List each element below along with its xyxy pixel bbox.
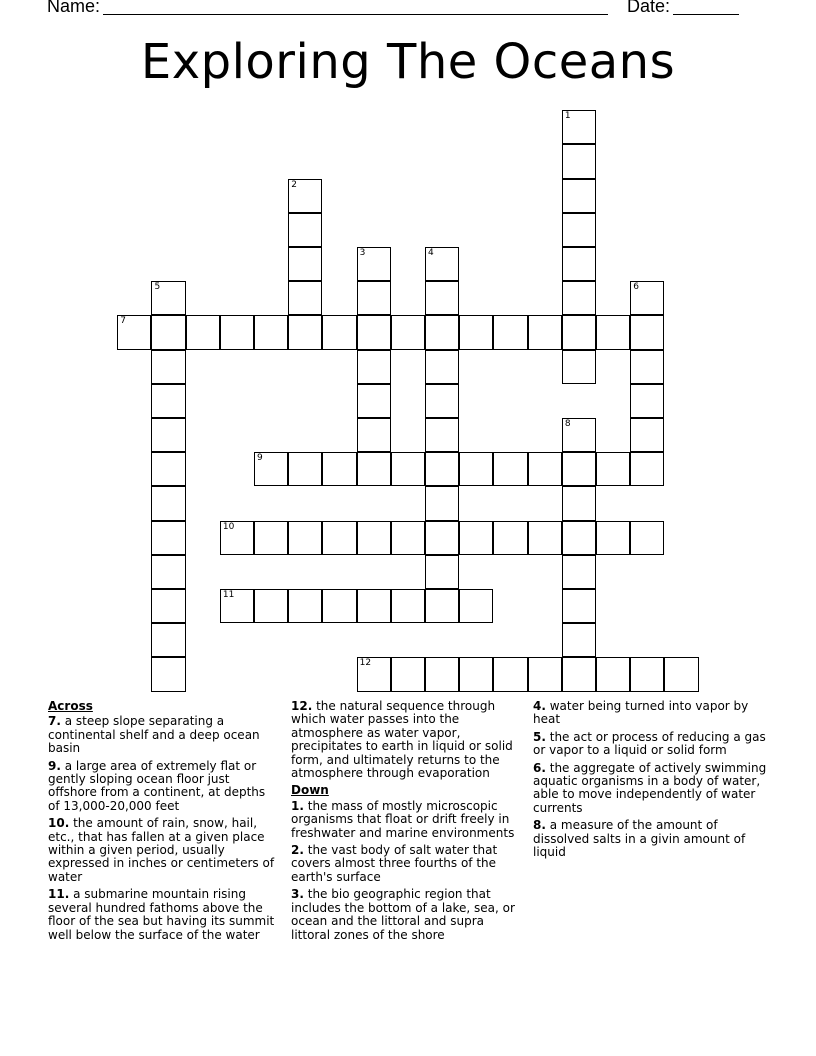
grid-cell[interactable]	[664, 657, 698, 691]
grid-cell[interactable]	[357, 350, 391, 384]
grid-cell[interactable]	[357, 247, 391, 281]
grid-cell[interactable]	[630, 418, 664, 452]
grid-cell[interactable]	[357, 521, 391, 555]
clue-down-3: 3. the bio geographic region that includes the bottom of a lake, sea, or ocean and the littoral and supra littoral zones of the shore	[291, 887, 515, 942]
clues-column-1	[48, 700, 280, 946]
grid-cell[interactable]	[151, 623, 185, 657]
grid-cell[interactable]	[151, 486, 185, 520]
grid-cell[interactable]	[151, 452, 185, 486]
grid-cell[interactable]	[220, 315, 254, 349]
grid-cell[interactable]	[220, 521, 254, 555]
grid-cell[interactable]	[288, 179, 322, 213]
grid-cell[interactable]	[322, 315, 356, 349]
grid-cell[interactable]	[357, 384, 391, 418]
grid-cell[interactable]	[459, 657, 493, 691]
clue-number: 9	[257, 453, 263, 464]
clue-number: 5	[154, 282, 161, 293]
grid-cell[interactable]	[562, 281, 596, 315]
grid-cell[interactable]	[562, 315, 596, 349]
grid-cell[interactable]	[493, 657, 527, 691]
grid-cell[interactable]	[151, 418, 185, 452]
grid-cell[interactable]	[459, 521, 493, 555]
clue-down-4: 4. water being turned into vapor by heat	[533, 699, 749, 727]
grid-cell[interactable]	[322, 589, 356, 623]
date-label: Date:	[627, 0, 671, 16]
clues-column-2	[291, 700, 526, 946]
grid-cell[interactable]	[425, 384, 459, 418]
grid-cell[interactable]	[425, 350, 459, 384]
grid-cell[interactable]	[117, 315, 151, 349]
grid-cell[interactable]	[493, 315, 527, 349]
grid-cell[interactable]	[562, 179, 596, 213]
grid-cell[interactable]	[288, 589, 322, 623]
grid-cell[interactable]	[357, 657, 391, 691]
clue-number: 2	[291, 179, 297, 190]
grid-cell[interactable]	[151, 521, 185, 555]
grid-cell[interactable]	[425, 281, 459, 315]
clue-number: 4	[428, 248, 434, 259]
grid-cell[interactable]	[528, 315, 562, 349]
grid-cell[interactable]	[562, 350, 596, 384]
grid-cell[interactable]	[562, 521, 596, 555]
clue-number: 10	[222, 521, 235, 532]
grid-cell[interactable]	[562, 555, 596, 589]
grid-cell[interactable]	[493, 452, 527, 486]
grid-cell[interactable]	[562, 418, 596, 452]
grid-cell[interactable]	[391, 315, 425, 349]
grid-cell[interactable]	[357, 452, 391, 486]
grid-cell[interactable]	[254, 452, 288, 486]
grid-cell[interactable]	[528, 452, 562, 486]
clue-number: 12	[359, 658, 372, 669]
grid-cell[interactable]	[425, 555, 459, 589]
grid-cell[interactable]	[630, 315, 664, 349]
grid-cell[interactable]	[288, 521, 322, 555]
grid-cell[interactable]	[254, 315, 288, 349]
grid-cell[interactable]	[630, 384, 664, 418]
clue-down-5: 5. the act or process of reducing a gas or vapor to a liquid or solid form	[533, 729, 766, 758]
grid-cell[interactable]	[151, 281, 185, 315]
grid-cell[interactable]	[596, 521, 630, 555]
grid-cell[interactable]	[254, 521, 288, 555]
grid-cell[interactable]	[425, 589, 459, 623]
grid-cell[interactable]	[357, 418, 391, 452]
grid-cell[interactable]	[151, 657, 185, 691]
grid-cell[interactable]	[288, 452, 322, 486]
clues-column-3	[533, 700, 768, 863]
grid-cell[interactable]	[151, 350, 185, 384]
grid-cell[interactable]	[596, 452, 630, 486]
clue-number: 6	[633, 282, 639, 293]
grid-cell[interactable]	[562, 247, 596, 281]
clue-down-1: 1. the mass of mostly microscopic organisms that float or drift freely in freshwater and marine environments	[291, 798, 515, 840]
grid-cell[interactable]	[528, 521, 562, 555]
grid-cell[interactable]	[322, 521, 356, 555]
clue-across-7: 7. a steep slope separating a continental shelf and a deep ocean basin	[48, 714, 260, 756]
grid-cell[interactable]	[630, 521, 664, 555]
grid-cell[interactable]	[357, 281, 391, 315]
grid-cell[interactable]	[288, 213, 322, 247]
grid-cell[interactable]	[322, 452, 356, 486]
clue-down-6: 6. the aggregate of actively swimming aquatic organisms in a body of water, able to move independently of water currents	[533, 760, 767, 815]
grid-cell[interactable]	[151, 555, 185, 589]
clue-number: 8	[564, 419, 571, 430]
name-label: Name:	[47, 0, 101, 16]
grid-cell[interactable]	[596, 315, 630, 349]
grid-cell[interactable]	[186, 315, 220, 349]
grid-cell[interactable]	[562, 657, 596, 691]
grid-cell[interactable]	[630, 281, 664, 315]
grid-cell[interactable]	[562, 589, 596, 623]
clue-across-11: 11. a submarine mountain rising several hundred fathoms above the floor of the sea but having its summit well below the surface of the water	[48, 887, 275, 942]
grid-cell[interactable]	[459, 315, 493, 349]
grid-cell[interactable]	[391, 521, 425, 555]
grid-cell[interactable]	[459, 452, 493, 486]
grid-cell[interactable]	[493, 521, 527, 555]
grid-cell[interactable]	[151, 315, 185, 349]
grid-cell[interactable]	[630, 452, 664, 486]
grid-cell[interactable]	[425, 657, 459, 691]
grid-cell[interactable]	[528, 657, 562, 691]
grid-cell[interactable]	[425, 418, 459, 452]
clue-down-2: 2. the vast body of salt water that covers almost three fourths of the earth's surface	[291, 843, 498, 884]
grid-cell[interactable]	[596, 657, 630, 691]
clue-across-12: 12. the natural sequence through which water passes into the atmosphere as water vapor, precipitates to earth in liquid or solid form, and ultimately returns to the atmosphere through evaporation	[291, 699, 513, 781]
clue-number: 1	[564, 111, 571, 122]
clue-number: 11	[222, 590, 235, 601]
grid-cell[interactable]	[288, 281, 322, 315]
grid-cell[interactable]	[562, 486, 596, 520]
page-title: Exploring The Oceans	[140, 34, 676, 90]
grid-cell[interactable]	[151, 589, 185, 623]
clue-number: 3	[359, 248, 366, 259]
grid-cell[interactable]	[459, 589, 493, 623]
grid-cell[interactable]	[630, 657, 664, 691]
grid-cell[interactable]	[425, 452, 459, 486]
grid-cell[interactable]	[254, 589, 288, 623]
grid-cell[interactable]	[391, 657, 425, 691]
down-heading: Down	[291, 783, 329, 798]
clue-across-9: 9. a large area of extremely flat or gently sloping ocean floor just offshore from a continent, at depths of 13,000-20,000 feet	[48, 758, 266, 813]
grid-cell[interactable]	[288, 315, 322, 349]
grid-cell[interactable]	[562, 110, 596, 144]
grid-cell[interactable]	[391, 589, 425, 623]
grid-cell[interactable]	[562, 452, 596, 486]
grid-cell[interactable]	[288, 247, 322, 281]
grid-cell[interactable]	[425, 247, 459, 281]
grid-cell[interactable]	[425, 521, 459, 555]
grid-cell[interactable]	[630, 350, 664, 384]
grid-cell[interactable]	[357, 315, 391, 349]
grid-cell[interactable]	[562, 623, 596, 657]
grid-cell[interactable]	[357, 589, 391, 623]
grid-cell[interactable]	[391, 452, 425, 486]
grid-cell[interactable]	[562, 144, 596, 178]
clue-down-8: 8. a measure of the amount of dissolved salts in a givin amount of liquid	[533, 818, 746, 860]
grid-cell[interactable]	[151, 384, 185, 418]
grid-cell[interactable]	[425, 315, 459, 349]
grid-cell[interactable]	[562, 213, 596, 247]
grid-cell[interactable]	[220, 589, 254, 623]
clue-across-10: 10. the amount of rain, snow, hail, etc., that has fallen at a given place within a given period, usually expressed in inches or centimeters of water	[48, 816, 275, 884]
grid-cell[interactable]	[425, 486, 459, 520]
clue-number: 7	[120, 316, 126, 327]
across-heading: Across	[48, 699, 93, 713]
